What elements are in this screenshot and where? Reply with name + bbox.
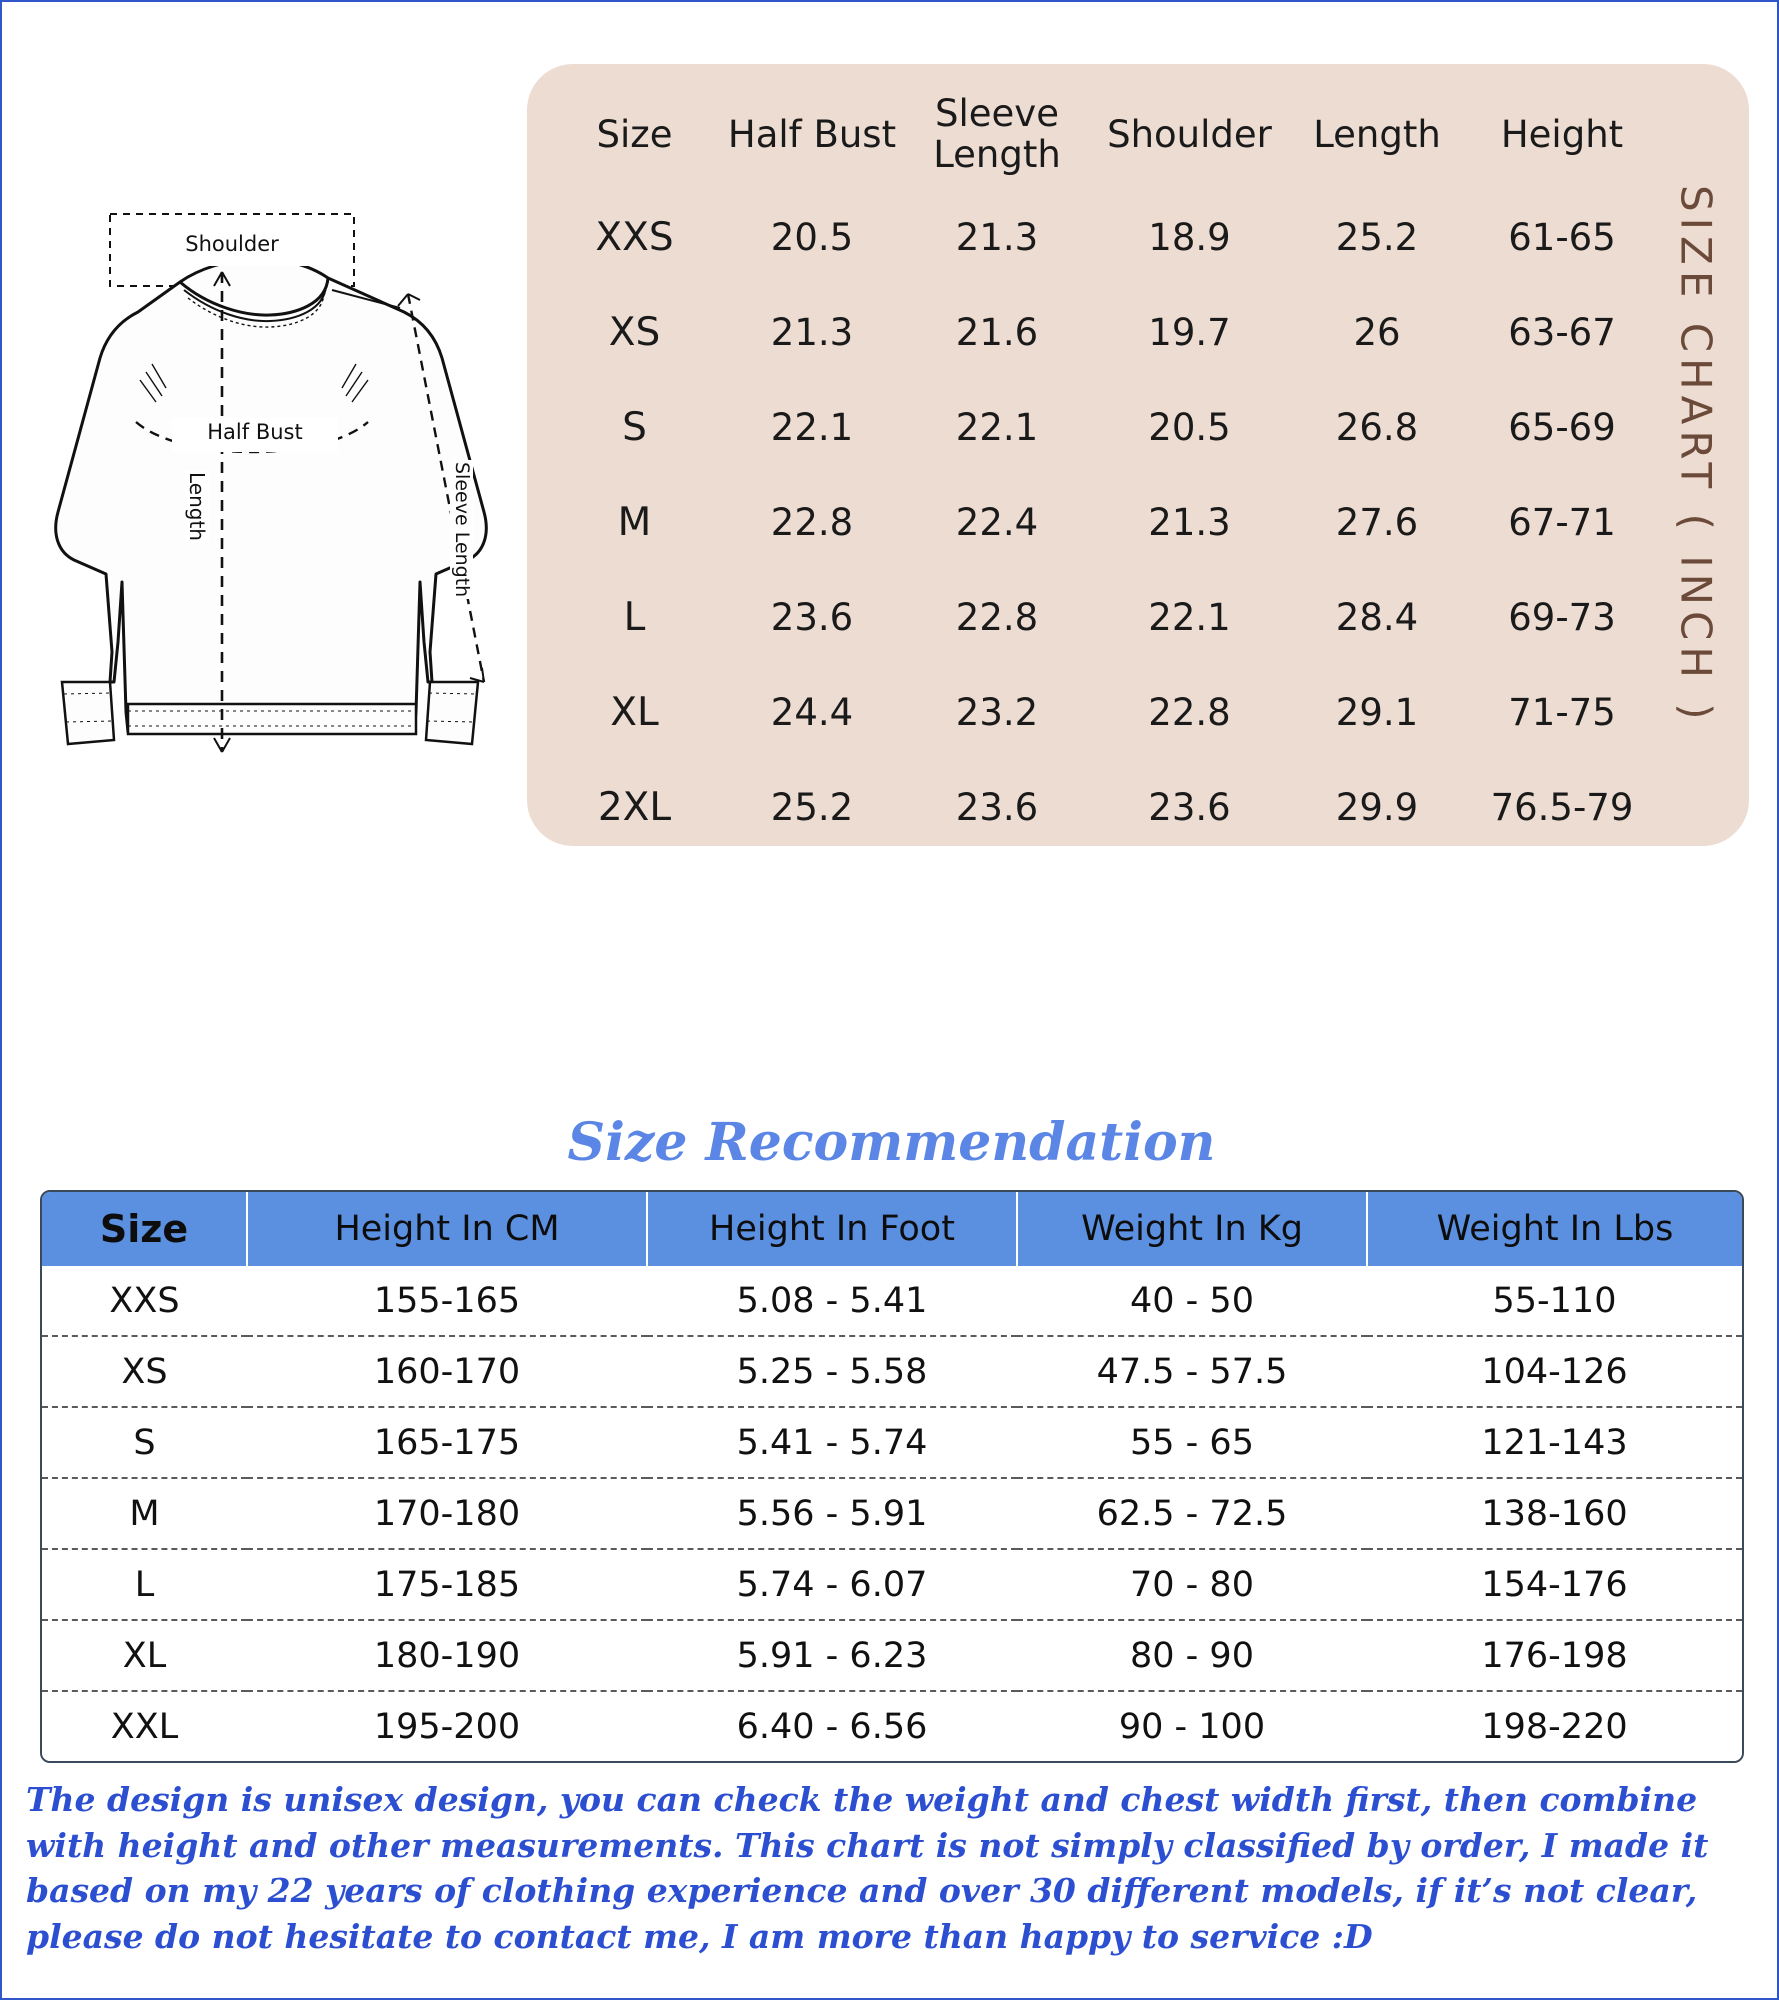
cell-shoulder: 18.9: [1148, 216, 1231, 259]
table-row: [42, 1407, 1742, 1478]
cell-size: S: [622, 405, 647, 450]
cell-half-bust: 22.1: [770, 406, 854, 449]
size-chart-table: [547, 80, 1657, 855]
rec-cell-height-ft: 5.41 - 5.74: [647, 1407, 1017, 1478]
cell-length: 25.2: [1335, 216, 1419, 259]
rec-cell-weight-kg: 70 - 80: [1017, 1549, 1367, 1620]
cell-sleeve-length: 23.2: [955, 691, 1039, 734]
table-row: [547, 760, 1657, 855]
cell-size: XXS: [595, 215, 674, 260]
cell-length: 29.9: [1335, 786, 1419, 829]
rec-header-height-cm: Height In CM: [247, 1192, 647, 1266]
rec-cell-height-cm: 165-175: [247, 1407, 647, 1478]
size-chart-header-row: [547, 80, 1657, 190]
cell-half-bust: 24.4: [770, 691, 854, 734]
header-sleeve-length: Sleeve Length: [933, 92, 1061, 176]
cell-half-bust: 21.3: [770, 311, 854, 354]
table-row: [42, 1549, 1742, 1620]
rec-cell-height-ft: 5.91 - 6.23: [647, 1620, 1017, 1691]
header-height: Height: [1500, 112, 1624, 156]
rec-cell-size: XXS: [42, 1266, 247, 1336]
rec-cell-size: S: [42, 1407, 247, 1478]
recommendation-table: [42, 1192, 1742, 1761]
cell-sleeve-length: 21.3: [955, 216, 1039, 259]
cell-shoulder: 19.7: [1148, 311, 1231, 354]
table-row: [42, 1336, 1742, 1407]
cell-sleeve-length: 22.8: [955, 596, 1039, 639]
cell-height: 69-73: [1508, 596, 1616, 639]
cell-height: 65-69: [1508, 406, 1616, 449]
rec-cell-weight-lbs: 121-143: [1367, 1407, 1742, 1478]
rec-cell-size: M: [42, 1478, 247, 1549]
rec-cell-height-cm: 160-170: [247, 1336, 647, 1407]
table-row: [42, 1620, 1742, 1691]
header-shoulder: Shoulder: [1107, 112, 1272, 156]
cell-shoulder: 22.8: [1148, 691, 1231, 734]
cell-length: 28.4: [1335, 596, 1419, 639]
rec-cell-weight-kg: 47.5 - 57.5: [1017, 1336, 1367, 1407]
cell-height: 67-71: [1508, 501, 1616, 544]
cell-length: 26: [1353, 311, 1401, 354]
rec-cell-height-ft: 5.56 - 5.91: [647, 1478, 1017, 1549]
rec-cell-height-cm: 180-190: [247, 1620, 647, 1691]
rec-header-height-foot: Height In Foot: [647, 1192, 1017, 1266]
cell-length: 27.6: [1335, 501, 1419, 544]
recommendation-header-row: [42, 1192, 1742, 1266]
rec-cell-height-ft: 5.25 - 5.58: [647, 1336, 1017, 1407]
header-half-bust: Half Bust: [727, 112, 897, 156]
cell-length: 29.1: [1335, 691, 1419, 734]
rec-cell-weight-kg: 55 - 65: [1017, 1407, 1367, 1478]
cell-height: 61-65: [1508, 216, 1616, 259]
rec-cell-weight-lbs: 138-160: [1367, 1478, 1742, 1549]
cell-size: XL: [610, 690, 659, 735]
rec-cell-height-cm: 195-200: [247, 1691, 647, 1761]
illustration-shoulder-label: Shoulder: [185, 232, 279, 256]
illustration-half-bust-label: Half Bust: [207, 420, 303, 444]
table-row: [547, 475, 1657, 570]
table-row: [547, 570, 1657, 665]
top-section: [2, 2, 1779, 1077]
header-length: Length: [1313, 112, 1441, 156]
rec-cell-weight-lbs: 176-198: [1367, 1620, 1742, 1691]
cell-half-bust: 25.2: [770, 786, 854, 829]
cell-height: 63-67: [1508, 311, 1616, 354]
table-row: [547, 285, 1657, 380]
table-row: [42, 1691, 1742, 1761]
header-size: Size: [596, 112, 673, 156]
rec-cell-height-cm: 175-185: [247, 1549, 647, 1620]
rec-cell-weight-kg: 80 - 90: [1017, 1620, 1367, 1691]
rec-cell-weight-kg: 62.5 - 72.5: [1017, 1478, 1367, 1549]
cell-sleeve-length: 22.4: [955, 501, 1039, 544]
cell-half-bust: 23.6: [770, 596, 854, 639]
table-row: [547, 665, 1657, 760]
cell-sleeve-length: 23.6: [955, 786, 1039, 829]
rec-cell-height-cm: 170-180: [247, 1478, 647, 1549]
rec-cell-weight-kg: 40 - 50: [1017, 1266, 1367, 1336]
rec-cell-weight-lbs: 104-126: [1367, 1336, 1742, 1407]
cell-height: 71-75: [1508, 691, 1616, 734]
rec-cell-height-ft: 6.40 - 6.56: [647, 1691, 1017, 1761]
cell-height: 76.5-79: [1490, 786, 1634, 829]
cell-sleeve-length: 21.6: [955, 311, 1039, 354]
cell-size: XS: [608, 310, 661, 355]
garment-illustration: [32, 212, 552, 862]
rec-header-size: Size: [42, 1192, 247, 1266]
recommendation-title: Size Recommendation: [567, 1112, 1216, 1173]
cell-sleeve-length: 22.1: [955, 406, 1039, 449]
rec-cell-size: XS: [42, 1336, 247, 1407]
table-row: [42, 1478, 1742, 1549]
footer-note: The design is unisex design, you can check the weight and chest width first, then combine with height and other measurements. This chart is not simply classified by order, I made it based on my 22 years of clothing experience and over 30 different models, if it’s not clear, please do not hesitate to contact me, I am more than happy to service :D: [26, 1780, 1709, 1956]
rec-cell-weight-kg: 90 - 100: [1017, 1691, 1367, 1761]
rec-header-weight-lbs: Weight In Lbs: [1367, 1192, 1742, 1266]
rec-cell-weight-lbs: 154-176: [1367, 1549, 1742, 1620]
rec-cell-size: XL: [42, 1620, 247, 1691]
table-row: [547, 380, 1657, 475]
rec-cell-height-cm: 155-165: [247, 1266, 647, 1336]
table-row: [42, 1266, 1742, 1336]
rec-cell-height-ft: 5.74 - 6.07: [647, 1549, 1017, 1620]
cell-shoulder: 23.6: [1148, 786, 1231, 829]
rec-cell-weight-lbs: 55-110: [1367, 1266, 1742, 1336]
rec-cell-height-ft: 5.08 - 5.41: [647, 1266, 1017, 1336]
cell-shoulder: 20.5: [1148, 406, 1231, 449]
recommendation-table-wrapper: [40, 1190, 1744, 1763]
rec-header-weight-kg: Weight In Kg: [1017, 1192, 1367, 1266]
cell-shoulder: 22.1: [1148, 596, 1231, 639]
size-chart-vertical-title-text: SIZE CHART ( INCH ): [1671, 184, 1721, 726]
size-chart-vertical-title: [1661, 64, 1731, 846]
cell-size: M: [617, 500, 652, 545]
cell-half-bust: 20.5: [770, 216, 854, 259]
size-chart-card: [527, 64, 1749, 846]
cell-shoulder: 21.3: [1148, 501, 1231, 544]
cell-size: 2XL: [597, 785, 672, 830]
illustration-length-label: Length: [185, 472, 209, 541]
rec-cell-size: L: [42, 1549, 247, 1620]
rec-cell-weight-lbs: 198-220: [1367, 1691, 1742, 1761]
cell-size: L: [623, 595, 646, 640]
cell-length: 26.8: [1335, 406, 1419, 449]
rec-cell-size: XXL: [42, 1691, 247, 1761]
illustration-sleeve-length-label: Sleeve Length: [450, 462, 473, 598]
table-row: [547, 190, 1657, 285]
cell-half-bust: 22.8: [770, 501, 854, 544]
